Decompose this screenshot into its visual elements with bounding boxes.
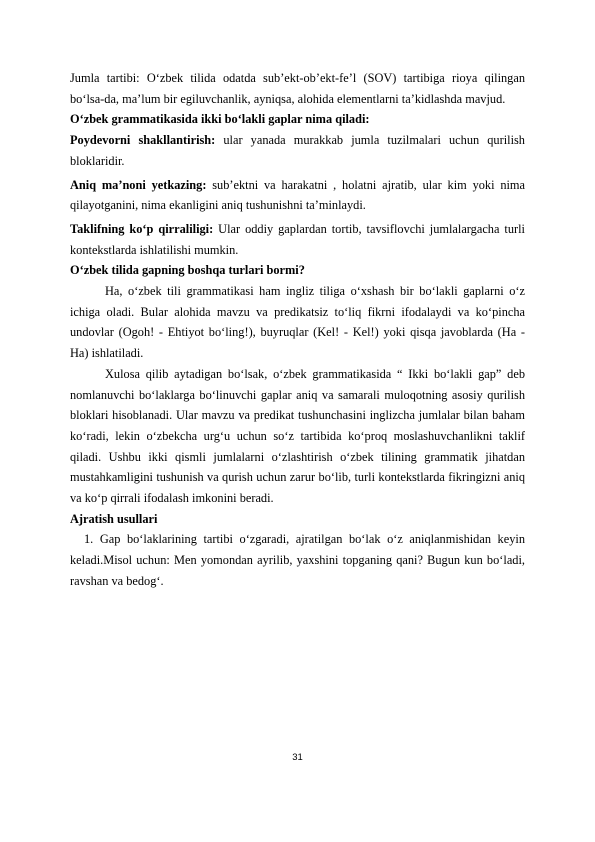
page-number: 31 (292, 752, 303, 763)
text-clear-meaning: sub’ektni va harakatni , holatni ajratib, ular kim yoki nima qilayotganini, nima ekanligini aniq tushunishni ta’minlaydi. (70, 177, 525, 213)
term-versatility: Taklifning ko‘p qirraliligi: (70, 221, 214, 236)
term-foundation: Poydevorni shakllantirish: (70, 133, 216, 148)
document-page (70, 68, 525, 592)
paragraph-conclusion: Xulosa qilib aytadigan bo‘lsak, o‘zbek grammatikasida “ Ikki bo‘lakli gap” deb nomlanuvchi bo‘laklarga bo‘linuvchi gaplar aniq va samarali muloqotning asosiy qurilish bloklari hisoblanadi. Ular mavzu va predikat tushunchasini inglizcha jumlalar bilan baham ko‘radi, lekin o‘zbekcha urg‘u uchun so‘z tartibida ko‘proq moslashuvchanlikni taklif qiladi. Ushbu ikki qismli jumlalarni o‘zlashtirish o‘zbek tilining grammatik jihatdan mustahkamligini tushunish va qurish uchun zarur bo‘lib, turli kontekstlarda fikringizni aniq va ko‘p qirrali ifodalash imkonini beradi. (70, 366, 525, 506)
text-versatility: Ular oddiy gaplardan tortib, tavsiflovchi jumlalargacha turli kontekstlarda ishlatilishi mumkin. (70, 221, 525, 257)
term-clear-meaning: Aniq ma’noni yetkazing: (70, 177, 207, 192)
paragraph-one-part-sentences: Ha, o‘zbek tili grammatikasi ham ingliz tiliga o‘xshash bir bo‘lakli gaplarni o‘z ichiga oladi. Bular alohida mavzu va predikatsiz to‘liq fikrni ifodalaydi va ko‘pincha undovlar (Ogoh! - Ehtiyot bo‘ling!), buyruqlar (Kel! - Kel!) yoki qisqa javoblarda (Ha - Ha) ishlatiladi. (70, 284, 525, 361)
heading-other-sentence-types: O‘zbek tilida gapning boshqa turlari bormi? (70, 263, 305, 278)
text-foundation: ular yanada murakkab jumla tuzilmalari uchun qurilish bloklaridir. (70, 133, 525, 168)
paragraph-clear-meaning (70, 175, 525, 216)
paragraph-word-order: Jumla tartibi: O‘zbek tilida odatda sub’ekt-ob’ekt-fe’l (SOV) tartibiga rioya qilingan bo‘lsa-da, ma’lum bir egiluvchanlik, ayniqsa, alohida elementlarni ta’kidlashda mavjud. (70, 71, 525, 106)
heading-separation-methods: Ajratish usullari (70, 511, 158, 526)
heading-two-part-sentences: O‘zbek grammatikasida ikki bo‘lakli gaplar nima qiladi: (70, 112, 370, 127)
paragraph-foundation (70, 130, 525, 171)
paragraph-versatility (70, 219, 525, 260)
list-item-1: 1. Gap bo‘laklarining tartibi o‘zgaradi, ajratilgan bo‘lak o‘z aniqlanmishidan keyin keladi.Misol uchun: Men yomondan ayrilib, yaxshini topganing qani? Bugun kun bo‘ladi, ravshan va bedog‘. (70, 532, 525, 588)
